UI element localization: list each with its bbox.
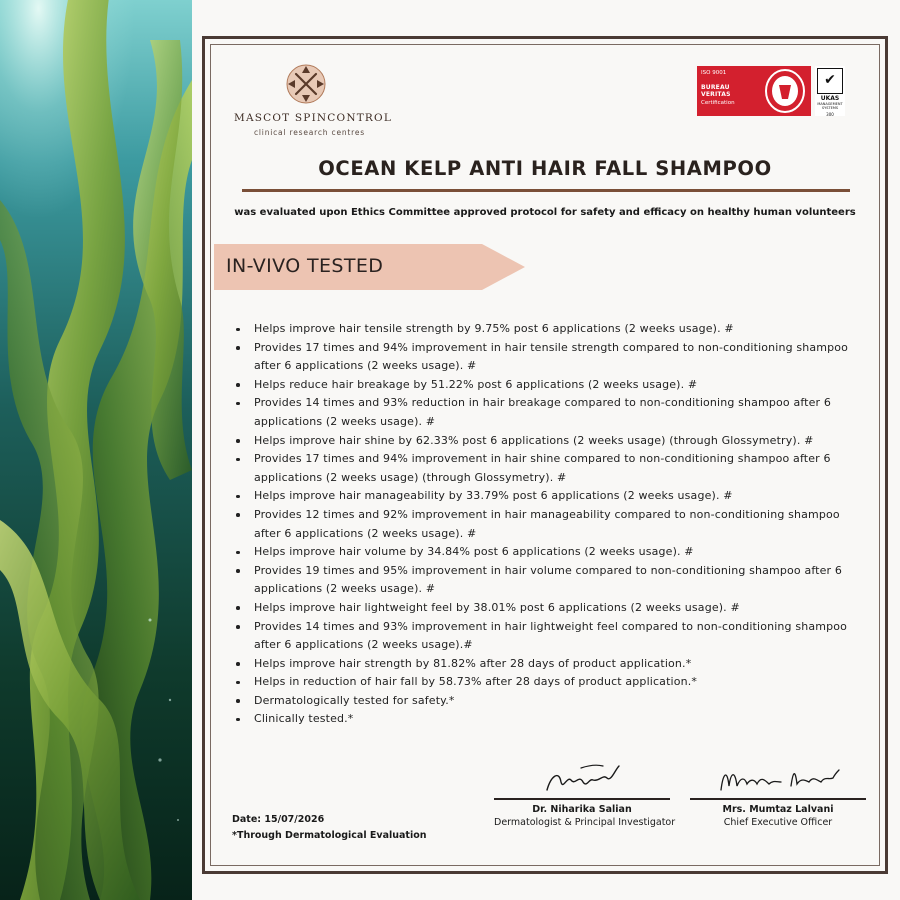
- ukas-name: UKAS: [820, 95, 840, 102]
- claim-item: Helps in reduction of hair fall by 58.73% after 28 days of product application.*: [230, 673, 850, 692]
- iso-certification-block: [697, 66, 759, 116]
- product-title: OCEAN KELP ANTI HAIR FALL SHAMPOO: [318, 157, 772, 180]
- kelp-photo: [0, 0, 192, 900]
- signatory-role: Chief Executive Officer: [723, 816, 833, 828]
- claim-item: Provides 12 times and 92% improvement in hair manageability compared to non-conditioning shampoo after 6 applications (2 weeks usage). #: [230, 506, 850, 543]
- ukas-subtitle: MANAGEMENT SYSTEMS: [817, 102, 843, 110]
- claim-item: Provides 14 times and 93% improvement in hair lightweight feel compared to non-conditioning shampoo after 6 applications (2 weeks usage).#: [230, 618, 850, 655]
- signatory-name: Dr. Niharika Salian: [532, 803, 632, 815]
- crown-check-icon: ✔: [817, 68, 843, 94]
- bureau-veritas-seal: [759, 66, 811, 116]
- signature-line: [494, 798, 670, 800]
- in-vivo-banner: [214, 244, 526, 290]
- signatory-name: Mrs. Mumtaz Lalvani: [722, 803, 834, 815]
- certifier-name: BUREAU VERITAS: [701, 84, 731, 98]
- signature-line: [690, 798, 866, 800]
- signature-block-investigator: [494, 756, 676, 828]
- claim-item: Provides 17 times and 94% improvement in hair shine compared to non-conditioning shampoo after 6 applications (2 weeks usage) (through Glossymetry). #: [230, 450, 850, 487]
- certification-label: Certification: [701, 100, 735, 106]
- signatory-role: Dermatologist & Principal Investigator: [494, 816, 676, 828]
- claim-item: Clinically tested.*: [230, 710, 850, 729]
- claim-item: Provides 19 times and 95% improvement in hair volume compared to non-conditioning shampoo after 6 applications (2 weeks usage). #: [230, 562, 850, 599]
- handwritten-signature: [537, 756, 627, 796]
- certification-badge: [697, 66, 847, 124]
- claim-item: Provides 14 times and 93% reduction in hair breakage compared to non-conditioning shampoo after 6 applications (2 weeks usage). #: [230, 394, 850, 431]
- claim-item: Helps improve hair volume by 34.84% post 6 applications (2 weeks usage). #: [230, 543, 850, 562]
- footnote: *Through Dermatological Evaluation: [232, 830, 427, 841]
- claim-item: Helps improve hair strength by 81.82% after 28 days of product application.*: [230, 655, 850, 674]
- claim-item: Helps improve hair shine by 62.33% post 6 applications (2 weeks usage) (through Glossymetry). #: [230, 432, 850, 451]
- claim-item: Dermatologically tested for safety.*: [230, 692, 850, 711]
- iso-label: ISO 9001: [701, 70, 727, 76]
- certificate-date: Date: 15/07/2026: [232, 814, 325, 825]
- brand-tagline: clinical research centres: [254, 128, 366, 137]
- evaluation-statement: was evaluated upon Ethics Committee approved protocol for safety and efficacy on healthy human volunteers: [234, 207, 856, 218]
- claim-item: Helps improve hair manageability by 33.79% post 6 applications (2 weeks usage). #: [230, 487, 850, 506]
- claim-item: Helps reduce hair breakage by 51.22% post 6 applications (2 weeks usage). #: [230, 376, 850, 395]
- claim-item: Provides 17 times and 94% improvement in hair tensile strength compared to non-conditioning shampoo after 6 applications (2 weeks usage). #: [230, 339, 850, 376]
- ukas-mark: [815, 66, 845, 116]
- ukas-code: 300: [826, 112, 834, 117]
- handwritten-signature: [713, 756, 843, 796]
- banner-label: IN-VIVO TESTED: [226, 255, 384, 277]
- claims-list: [230, 320, 850, 729]
- brand-name: MASCOT SPINCONTROL: [234, 112, 393, 124]
- title-divider: [242, 189, 850, 192]
- signature-block-ceo: [690, 756, 866, 828]
- brand-logo: [234, 60, 394, 140]
- claim-item: Helps improve hair lightweight feel by 38.01% post 6 applications (2 weeks usage). #: [230, 599, 850, 618]
- compass-logo-icon: [282, 60, 330, 108]
- seal-emblem-icon: [762, 67, 808, 115]
- claim-item: Helps improve hair tensile strength by 9.75% post 6 applications (2 weeks usage). #: [230, 320, 850, 339]
